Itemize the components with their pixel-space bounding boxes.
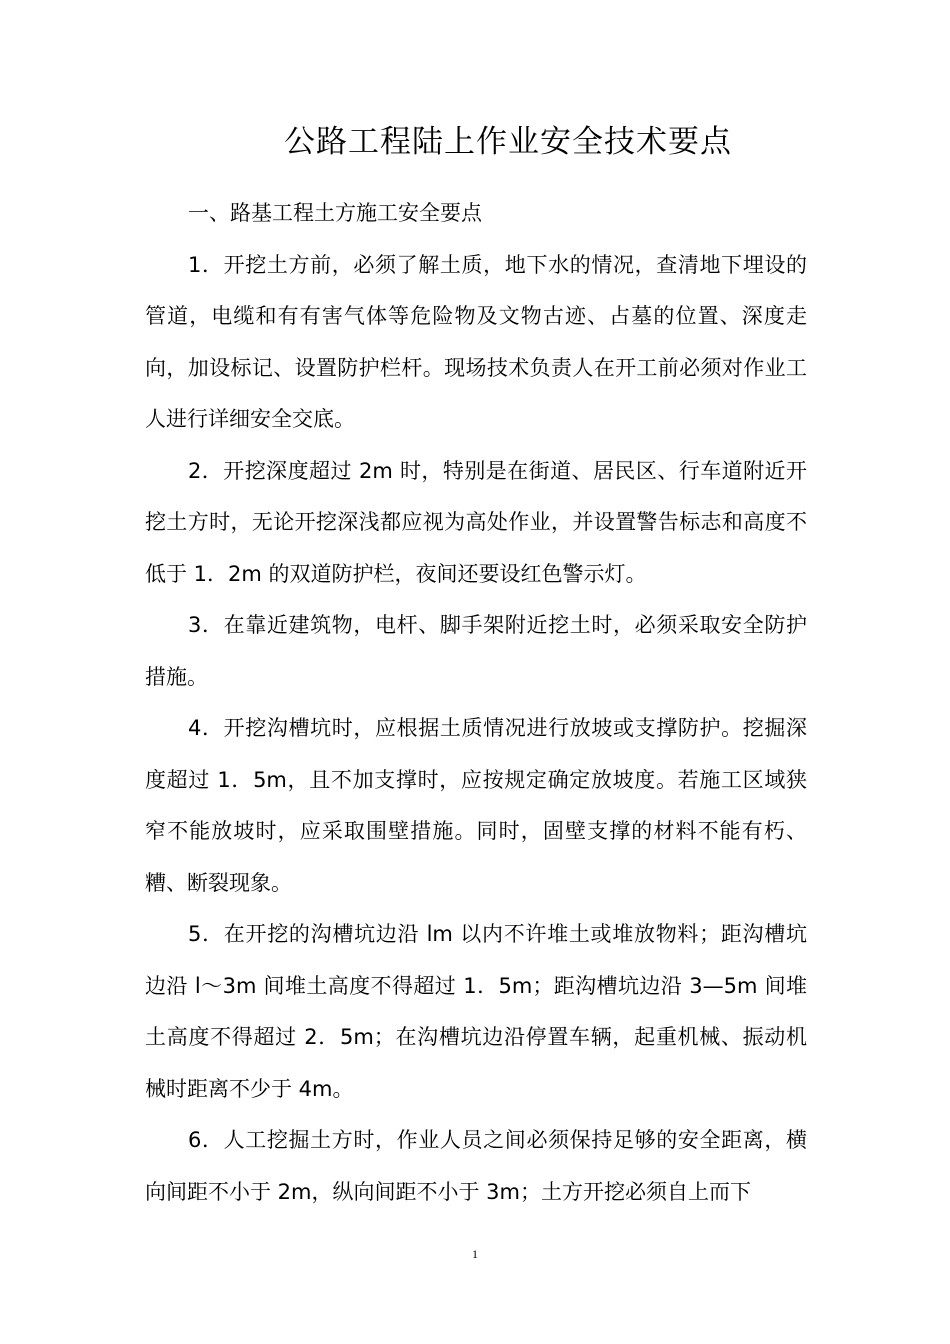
document-title: 公路工程陆上作业安全技术要点 — [284, 124, 732, 160]
paragraph-1: 1．开挖土方前，必须了解土质，地下水的情况，查清地下埋设的管道，电缆和有有害气体等危险物及文物古迹、占墓的位置、深度走向，加设标记、设置防护栏杆。现场技术负责人在开工前必须对作业工人进行详细安全交底。 — [145, 252, 807, 431]
page-number: 1 — [472, 1247, 478, 1261]
paragraph-6: 6．人工挖掘土方时，作业人员之间必须保持足够的安全距离，横向间距不小于 2m，纵向间距不小于 3m；土方开挖必须自上而下 — [145, 1128, 807, 1204]
section-heading: 一、路基工程土方施工安全要点 — [188, 201, 482, 225]
document-body — [145, 188, 807, 1218]
paragraph-5: 5．在开挖的沟槽坑边沿 lm 以内不许堆土或堆放物料；距沟槽坑边沿 l～3m 间堆土高度不得超过 1．5m；距沟槽坑边沿 3—5m 间堆土高度不得超过 2．5m；在沟槽坑边沿停置车辆，起重机械、振动机械时距离不少于 4m。 — [145, 922, 807, 1101]
paragraph-2: 2．开挖深度超过 2m 时，特别是在街道、居民区、行车道附近开挖土方时，无论开挖深浅都应视为高处作业，并设置警告标志和高度不低于 1．2m 的双道防护栏，夜间还要设红色警示灯。 — [145, 458, 807, 586]
paragraph-3: 3．在靠近建筑物，电杆、脚手架附近挖土时，必须采取安全防护措施。 — [145, 613, 807, 689]
paragraph-4: 4．开挖沟槽坑时，应根据土质情况进行放坡或支撑防护。挖掘深度超过 1．5m，且不加支撑时，应按规定确定放坡度。若施工区域狭窄不能放坡时，应采取围壁措施。同时，固壁支撑的材料不能有朽、糟、断裂现象。 — [145, 716, 807, 895]
